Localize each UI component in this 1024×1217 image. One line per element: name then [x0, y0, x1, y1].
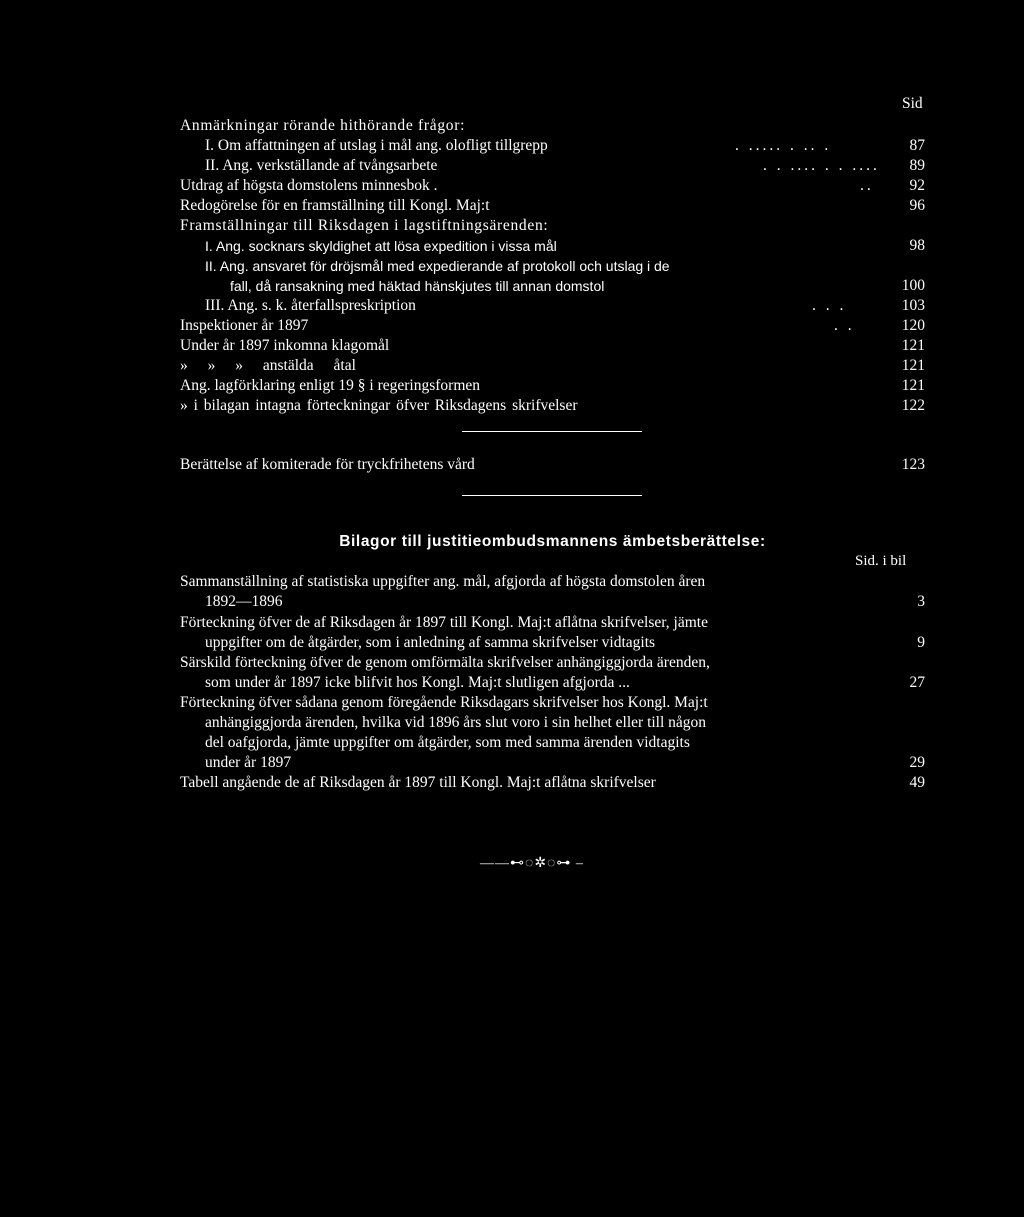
annex-entry-label: anhängiggjorda ärenden, hvilka vid 1896 års slut voro i sin helhet eller till någon — [205, 714, 707, 731]
annex-entry-label: del oafgjorda, jämte uppgifter om åtgärder, som med samma ärenden vidtagits — [205, 734, 690, 751]
toc-entry-leader: . . .... . . .... — [763, 157, 880, 174]
annex-entry-label: uppgifter om de åtgärder, som i anledning af samma skrifvelser vidtagits — [205, 634, 656, 651]
toc-entry-label: Framställningar till Riksdagen i lagstiftningsärenden: — [180, 217, 549, 234]
annex-entry-page: 3 — [917, 593, 925, 610]
annex-entry — [180, 633, 925, 653]
toc-entry — [180, 336, 925, 356]
toc-entry — [180, 276, 925, 296]
toc-entry-page: 89 — [909, 157, 925, 174]
toc-entry-leader: .. — [860, 177, 874, 194]
toc-entry — [180, 196, 925, 216]
annex-entry-label: Särskild förteckning öfver de genom omförmälta skrifvelser anhängiggjorda ärenden, — [180, 654, 710, 671]
toc-entry — [180, 376, 925, 396]
annex-heading: Bilagor till justitieombudsmannens ämbetsberättelse: — [339, 533, 766, 550]
toc-entry — [180, 256, 925, 276]
toc-entry-label: III. Ang. s. k. återfallspreskription — [205, 297, 416, 314]
annex-entry-page: 29 — [909, 754, 925, 771]
toc-entry — [180, 356, 925, 376]
toc-entry-page: 123 — [901, 456, 925, 473]
toc-entry-label: Anmärkningar rörande hithörande frågor: — [180, 117, 466, 134]
toc-entry-label: Under år 1897 inkomna klagomål — [180, 337, 390, 354]
annex-entry-label: som under år 1897 icke blifvit hos Kongl. Maj:t slutligen afgjorda ... — [205, 674, 630, 691]
toc-entry — [180, 455, 925, 475]
annex-entry — [180, 693, 925, 713]
toc-entry-page: 121 — [901, 337, 925, 354]
toc-entry-leader: . ..... . .. . — [735, 137, 832, 154]
toc-entry-label: II. Ang. ansvaret för dröjsmål med expedierande af protokoll och utslag i de — [205, 258, 670, 274]
annex-entry — [180, 572, 925, 592]
toc-entry-leader: . . . — [812, 297, 847, 314]
annex-entry-page: 27 — [909, 674, 925, 691]
toc-entry — [180, 136, 925, 156]
toc-entry-page: 100 — [901, 277, 925, 294]
annex-entry — [180, 653, 925, 673]
toc-entry-label: Berättelse af komiterade för tryckfrihetens vård — [180, 456, 475, 473]
annex-entry — [180, 773, 925, 793]
annex-entry — [180, 733, 925, 753]
section-divider — [462, 431, 642, 432]
toc-entry — [180, 296, 925, 316]
annex-entry-page: 9 — [917, 634, 925, 651]
toc-entry-label: I. Om affattningen af utslag i mål ang. olofligt tillgrepp — [205, 137, 548, 154]
toc-entry-page: 87 — [909, 137, 925, 154]
annex-page-column-header: Sid. i bil — [855, 553, 907, 569]
toc-entry-page: 92 — [909, 177, 925, 194]
toc-entry-page: 121 — [901, 357, 925, 374]
toc-entry — [180, 236, 925, 256]
toc-entry — [180, 316, 925, 336]
annex-entry — [180, 592, 925, 612]
toc-entry-page: 103 — [901, 297, 925, 314]
annex-entry-label: Tabell angående de af Riksdagen år 1897 till Kongl. Maj:t aflåtna skrifvelser — [180, 774, 656, 791]
toc-entry-leader: . . — [834, 317, 855, 334]
annex-entry — [180, 713, 925, 733]
annex-entry — [180, 613, 925, 633]
page-column-header: Sid — [902, 95, 923, 112]
toc-entry-label: Inspektioner år 1897 — [180, 317, 309, 334]
toc-entry — [180, 176, 925, 196]
toc-entry-label: fall, då ransakning med häktad hänskjutes till annan domstol — [230, 278, 605, 294]
annex-entry-label: Förteckning öfver de af Riksdagen år 1897 till Kongl. Maj:t aflåtna skrifvelser, jämte — [180, 614, 708, 631]
toc-entry-page: 96 — [909, 197, 925, 214]
toc-entry-label: » i bilagan intagna förteckningar öfver Riksdagens skrifvelser — [180, 397, 578, 414]
end-ornament: ——⊷◌✲◌⊶ – — [480, 856, 584, 871]
toc-entry — [180, 156, 925, 176]
annex-entry — [180, 753, 925, 773]
annex-entry-label: Förteckning öfver sådana genom föregående Riksdagars skrifvelser hos Kongl. Maj:t — [180, 694, 708, 711]
toc-entry-label: Utdrag af högsta domstolens minnesbok . — [180, 177, 438, 194]
annex-entry-page: 49 — [909, 774, 925, 791]
toc-entry-page: 120 — [901, 317, 925, 334]
toc-entry-label: I. Ang. socknars skyldighet att lösa expedition i vissa mål — [205, 238, 557, 254]
toc-entry — [180, 116, 925, 136]
toc-entry-page: 98 — [909, 237, 925, 254]
toc-entry-label: Ang. lagförklaring enligt 19 § i regeringsformen — [180, 377, 481, 394]
toc-entry-label: Redogörelse för en framställning till Kongl. Maj:t — [180, 197, 490, 214]
toc-entry — [180, 216, 925, 236]
toc-entry-label: » » » anstälda åtal — [180, 357, 356, 374]
annex-entry-label: 1892—1896 — [205, 593, 283, 610]
toc-entry-page: 122 — [901, 397, 925, 414]
toc-entry-page: 121 — [901, 377, 925, 394]
toc-entry — [180, 396, 925, 416]
annex-entry-label: Sammanställning af statistiska uppgifter ang. mål, afgjorda af högsta domstolen åren — [180, 573, 706, 590]
section-divider — [462, 495, 642, 496]
annex-entry-label: under år 1897 — [205, 754, 292, 771]
annex-entry — [180, 673, 925, 693]
toc-entry-label: II. Ang. verkställande af tvångsarbete — [205, 157, 438, 174]
